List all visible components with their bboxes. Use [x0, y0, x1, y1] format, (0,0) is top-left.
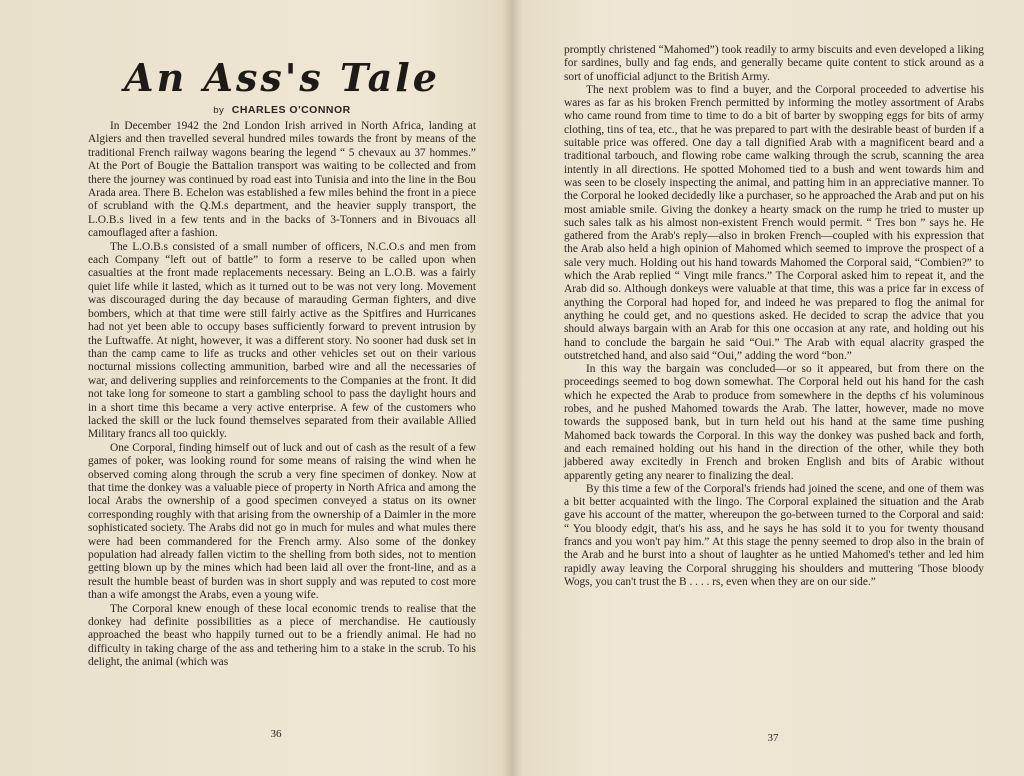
- paragraph: In December 1942 the 2nd London Irish arrived in North Africa, landing at Algiers and then travelled several hundred miles towards the front by means of the traditional French railway wagons bearing the legend “ 5 chevaux au 37 hommes.” At the Port of Bougie the Battalion transport was waiting to be collected and from there the journey was continued by road east into Tunisia and into the line in the Bou Arada area. There B. Echelon was established a few miles behind the front in a piece of scrubland with the Q.M.s department, and the heavier supply transport, the L.O.B.s lived in a few tents and in the backs of 3-Tonners and in Bivouacs all camouflaged after a fashion.: [88, 120, 476, 240]
- paragraph: By this time a few of the Corporal's friends had joined the scene, and one of them was a bit better acquainted with the lingo. The Corporal explained the situation and the Arab gave his account of the matter, whereupon the go-between turned to the Corporal and said: “ You bloody edgit, that's his ass, and he says he has sold it to you for twenty thousand francs and you won't pay him.” At this stage the penny seemed to drop also in the brain of the Arab and he burst into a shout of laughter as he untied Mahomed's tether and led him rapidly away leaving the Corporal shrugging his shoulders and muttering 'Those bloody Wogs, you can't trust the B . . . . rs, even when they are on our side.”: [564, 482, 984, 588]
- page-number-right: 37: [767, 732, 779, 744]
- author-name: CHARLES O'CONNOR: [231, 104, 351, 116]
- paragraph: The L.O.B.s consisted of a small number of officers, N.C.O.s and men from each Company “left out of battle” to form a reserve to be called upon when casualties at the front made replacements necessary. Being an L.O.B. was a fairly quiet life while it lasted, which as it turned out to be was not very long. Movement was discouraged during the day because of marauding German fighters, and dive bombers, which at that time were still fairly active as the Spitfires and Hurricanes had not yet been able to occupy bases sufficiently forward to prevent intrusion by the Luftwaffe. At night, however, it was a different story. No sooner had dusk set in than the camp came to life as trucks and other vehicles set out on their various nocturnal missions collecting ammunition, barbed wire and all the necessaries of war, and delivering supplies and reinforcements to the Companies at the front. It did not take long for someone to start a gambling school to pass the daylight hours and in a short time this became a very active enterprise. A few of the customers who lacked the skill or the luck found themselves separated from their available Allied Military francs all too quickly.: [88, 240, 476, 441]
- article-title: An Ass's Tale: [124, 55, 440, 100]
- page-number-left: 36: [270, 728, 282, 740]
- byline: [88, 104, 476, 116]
- paragraph: In this way the bargain was concluded—or so it appeared, but from there on the proceedings seemed to bog down somewhat. The Corporal held out his hand for the cash which he expected the Arab to produce from somewhere in the depths cf his voluminous robes, and he pushed Mahomed towards the Arab. The latter, however, made no move towards the supposed bank, but in turn held out his hand at the same time pushing Mahomed back towards the Corporal. In this way the donkey was pushed back and forth, and each remained holding out his hand in the direction of the other, while they both jabbered away excitedly in French and broken English and bits of Arabic without apparently geting any nearer to finalizing the deal.: [564, 363, 984, 482]
- right-page: [512, 0, 1024, 776]
- paragraph: The Corporal knew enough of these local economic trends to realise that the donkey had definite possibilities as a piece of merchandise. He cautiously approached the beast who happily turned out to be a friendly animal. He had no difficulty in taking charge of the ass and tethering him to a stake in the scrub. To his delight, the animal (which was: [88, 602, 476, 669]
- paragraph: One Corporal, finding himself out of luck and out of cash as the result of a few games of poker, was looking round for some means of raising the wind when he observed coming along through the scrub a very fine specimen of donkey. Now at that time the donkey was a valuable piece of property in North Africa and among the local Arabs the ownership of a good specimen conveyed a status on its owner corresponding roughly with that arising from the ownership of a Daimler in the more sophisticated society. The Arabs did not go in much for mules and what mules there were had been commandered for the French army. Also some of the donkey population had already fallen victim to the shelling from both sides, not to mention getting blown up by the mines which had been laid all over the front-line, and as a result the humble beast of burden was in short supply and was reputed to cost more than a wife amongst the Arabs, even a young wife.: [88, 441, 476, 602]
- paragraph: promptly christened “Mahomed”) took readily to army biscuits and even developed a liking for sardines, bully and fag ends, and generally became quite content to stick around as a sort of unofficial adjunct to the British Army.: [564, 44, 984, 83]
- byline-prefix: by: [213, 105, 225, 116]
- paragraph: The next problem was to find a buyer, and the Corporal proceeded to advertise his wares as far as his broken French permitted by informing the motley assortment of Arabs who came round from time to time to do a bit of barter by swopping eggs for bits of army clothing, tins of tea, etc., that he was prepared to part with the desirable beast of burden if a suitable price was offered. One day a tall dignified Arab with a magnificent beard and a traditional tarbouch, and flowing robe came walking through the scrub, scanning the area intently in all directions. He spotted Mohomed tied to a bush and went towards him and was seen to be closely inspecting the animal, and patting him in an appreciative manner. To the Corporal he looked decidedly like a purchaser, so he approached the Arab and put on his most amiable smile. Giving the donkey a hearty smack on the rump he tried to muster up such sales talk as his almost non-existent French would permit. “ Tres bon ” says he. He gathered from the Arab's reply—also in broken French—coupled with his expression that the Arab also held a high opinion of Mahomed which seemed to improve the prospect of a sale very much. Holding out his hand towards Mahomed the Corporal said, “Combien?” to which the Arab replied “ Vingt mile francs.” The Corporal asked him to repeat it, and the Arab did so. Although donkeys were valuable at that time, this was a price far in excess of anything the Corporal had hoped for, and indeed he was prepared to flog the animal for anything he could get, and no questions asked. He decided to scrap the advice that you should always bargain with an Arab for this one occasion at any rate, and holding out his hand to conclude the bargain he said “Oui.” The Arab with equal alacrity grasped the outstretched hand, and also said “Oui,” adding the word “bon.”: [564, 83, 984, 362]
